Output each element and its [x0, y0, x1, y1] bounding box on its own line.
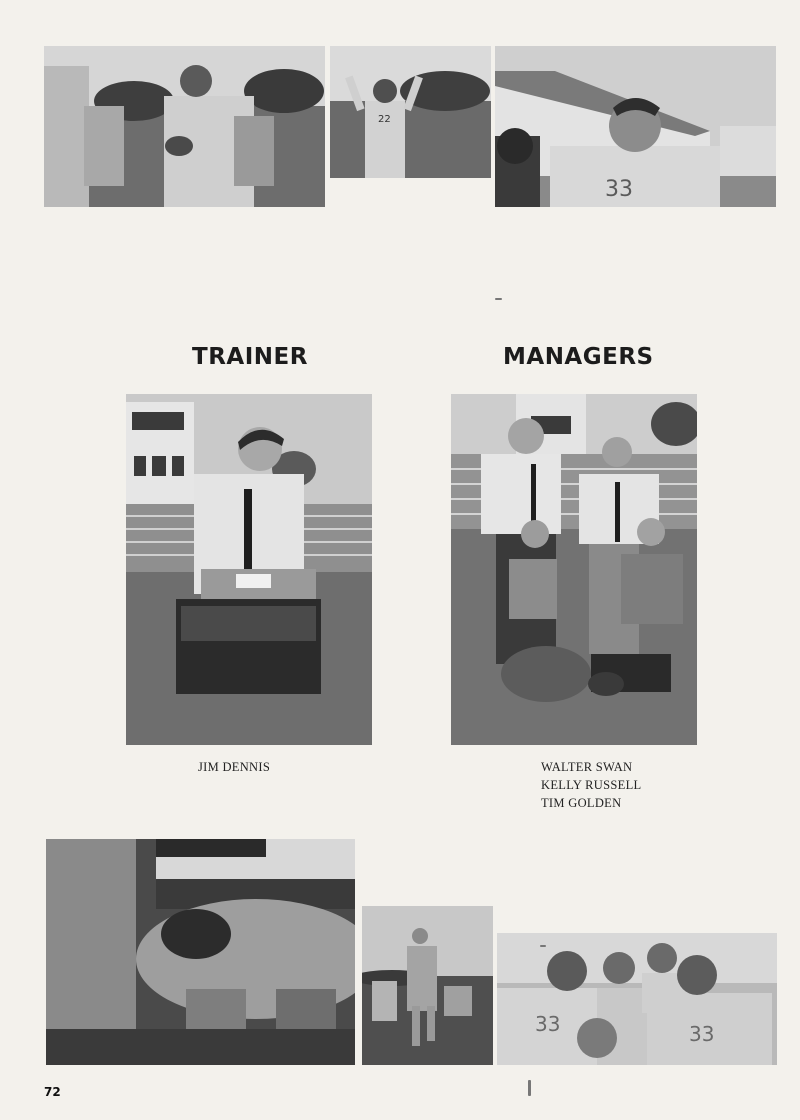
- managers-heading: MANAGERS: [503, 344, 654, 370]
- trainer-name: JIM DENNIS: [198, 760, 271, 774]
- print-speck: [528, 1080, 531, 1096]
- photo-lineman-closeup: [46, 839, 355, 1065]
- trainer-caption: [198, 758, 270, 776]
- photo-quarterback-cheer: [330, 46, 491, 178]
- photo-practice-scrimmage: [44, 46, 325, 207]
- manager-name: KELLY RUSSELL: [541, 778, 642, 792]
- page-number: 72: [44, 1085, 61, 1099]
- photo-running-play: [362, 906, 493, 1065]
- jersey-number: 33: [535, 1012, 561, 1036]
- managers-caption: [541, 758, 641, 812]
- print-speck: [540, 945, 546, 947]
- trainer-heading: TRAINER: [192, 344, 308, 370]
- photo-team-group: [497, 933, 777, 1065]
- print-speck: [495, 298, 502, 300]
- photo-trainer: [126, 394, 372, 745]
- manager-name: WALTER SWAN: [541, 760, 633, 774]
- jersey-number: 33: [605, 177, 633, 202]
- jersey-number: 22: [378, 114, 391, 125]
- manager-name: TIM GOLDEN: [541, 796, 622, 810]
- photo-managers: [451, 394, 697, 745]
- jersey-number: 33: [689, 1022, 715, 1046]
- photo-player-portrait: [495, 46, 776, 207]
